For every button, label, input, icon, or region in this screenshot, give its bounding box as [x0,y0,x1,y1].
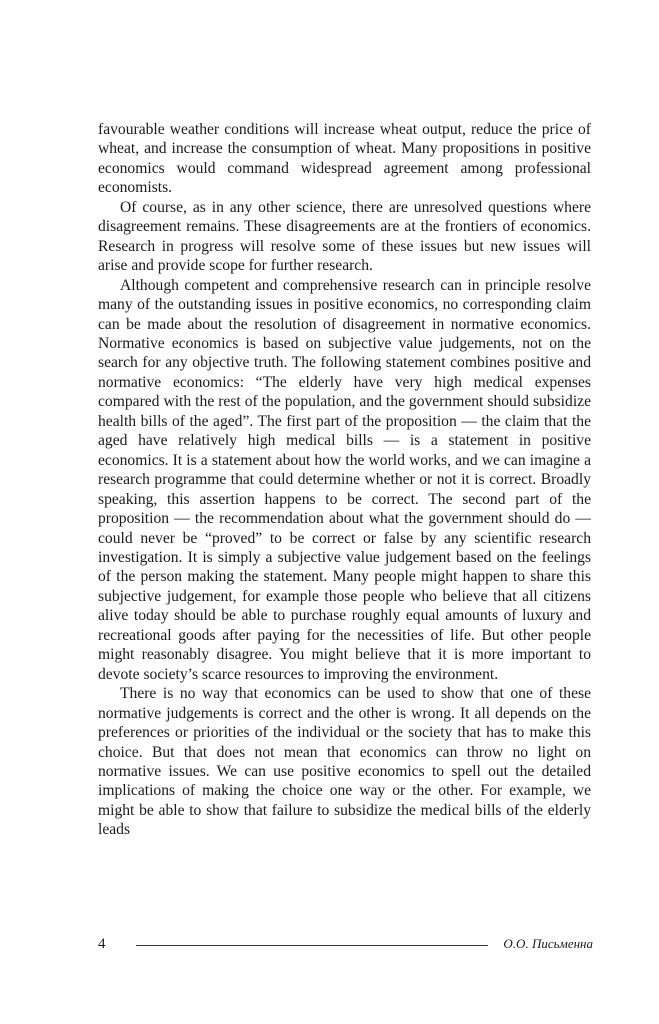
paragraph-1: favourable weather conditions will increase wheat output, reduce the price of wheat, and increase the consumption of wheat. Many propositions in positive economics would command widespread agreement among professional economists. [98,121,591,197]
paragraph-2: Of course, as in any other science, there are unresolved questions where disagreement remains. These disagreements are at the frontiers of economics. Research in progress will resolve some of these issues but new issues will arise and provide scope for further research. [98,198,591,275]
page-body [98,120,591,840]
footer-author: О.О. Письменна [503,936,593,951]
page-footer [98,934,593,954]
footer-divider [136,945,488,946]
paragraph-3: Although competent and comprehensive research can in principle resolve many of the outstanding issues in positive economics, no corresponding claim can be made about the resolution of disagreement in normative economics. Normative economics is based on subjective value judgements, not on the search for any objective truth. The following statement combines positive and normative economics: “The elderly have very high medical expenses compared with the rest of the population, and the government should subsidize health bills of the aged”. The first part of the proposition — the claim that the aged have relatively high medical bills — is a statement in positive economics. It is a statement about how the world works, and we can imagine a research programme that could determine whether or not it is correct. Broadly speaking, this assertion happens to be correct. The second part of the proposition — the recommendation about what the government should do — could never be “proved” to be correct or false by any scientific research investigation. It is simply a subjective value judgement based on the feelings of the person making the statement. Many people might happen to share this subjective judgement, for example those people who believe that all citizens alive today should be able to purchase roughly equal amounts of luxury and recreational goods after paying for the necessities of life. But other people might reasonably disagree. You might believe that it is more important to devote society’s scarce resources to improving the environment. [98,276,591,683]
paragraph-4: There is no way that economics can be used to show that one of these normative judgements is correct and the other is wrong. It all depends on the preferences or priorities of the individual or the society that has to make this choice. But that does not mean that economics can throw no light on normative issues. We can use positive economics to spell out the detailed implications of making the choice one way or the other. For example, we might be able to show that failure to subsidize the medical bills of the elderly leads [98,685,591,839]
page-number: 4 [98,936,106,952]
